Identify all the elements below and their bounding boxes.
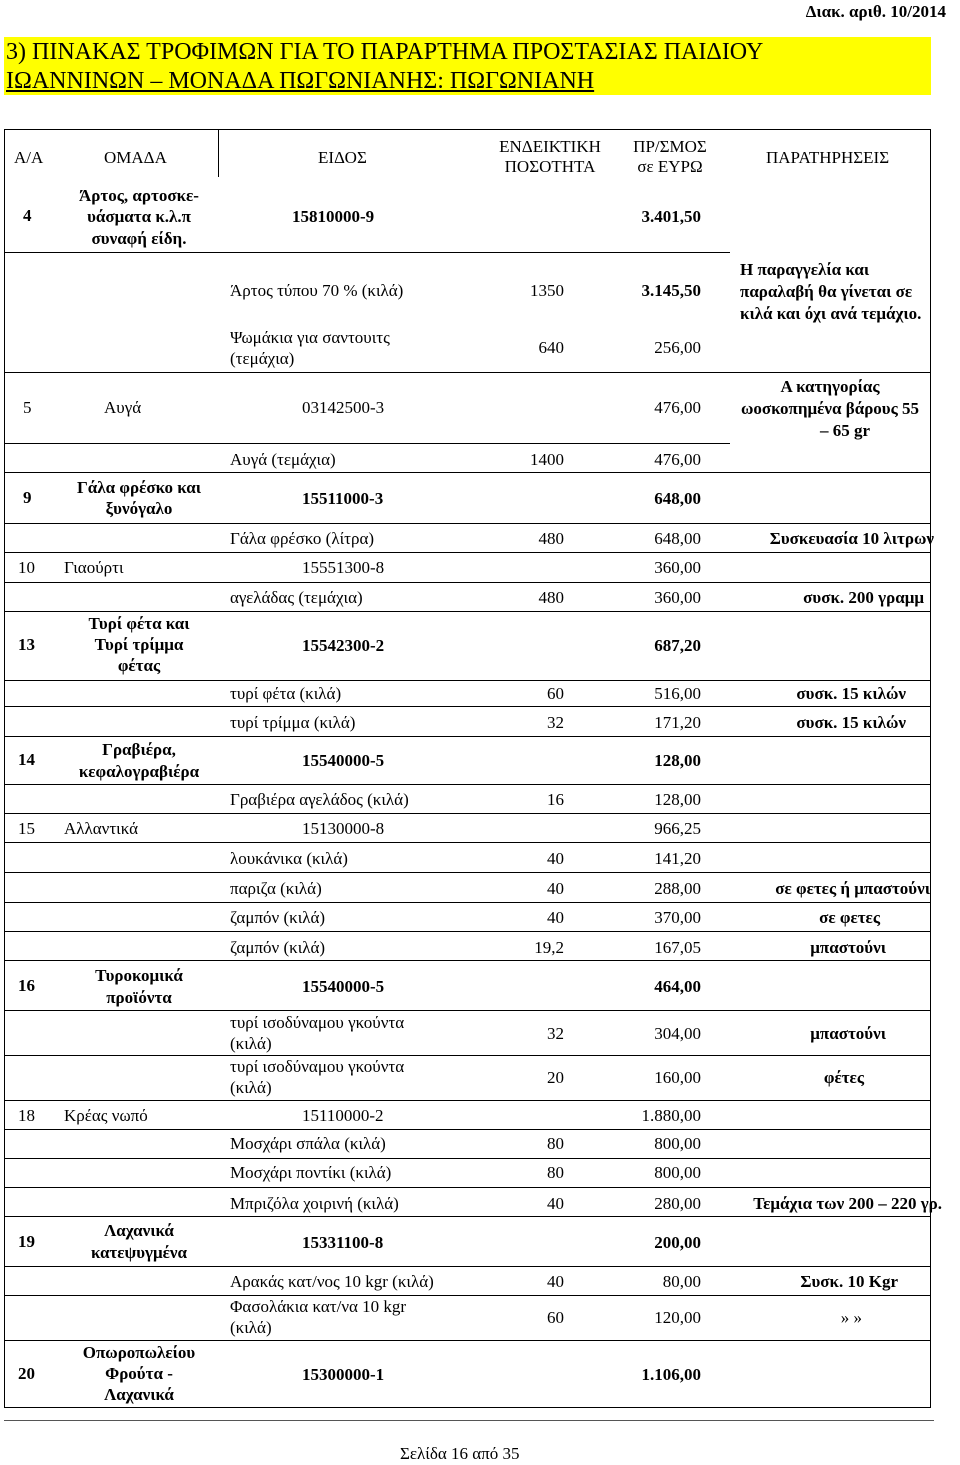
item-feta-note: συσκ. 15 κιλών	[796, 684, 906, 703]
table-bottom-border	[4, 1407, 931, 1408]
table-top-border	[4, 129, 931, 130]
item-bread-price: 3.145,50	[641, 281, 701, 300]
item-milk: Γάλα φρέσκο (λίτρα)	[230, 529, 375, 548]
item-zampon-1-note: σε φετες	[819, 908, 880, 927]
note-bread-line2: παραλαβή θα γίνεται σε	[740, 282, 913, 301]
item-toast-qty: 640	[538, 338, 564, 357]
item-pariza-note: σε φετες ή μπαστούνι	[775, 879, 930, 898]
group-15-code: 15130000-8	[302, 819, 385, 838]
group-16-name-line2: προϊόντα	[106, 988, 172, 1007]
item-brizola: Μπριζόλα χοιρινή (κιλά)	[230, 1194, 399, 1213]
item-pariza-price: 288,00	[654, 879, 701, 898]
item-fasolakia-price: 120,00	[654, 1308, 701, 1327]
document-reference: Διακ. αριθ. 10/2014	[805, 2, 946, 21]
group-14-name-line2: κεφαλογραβιέρα	[78, 762, 200, 781]
row-divider	[4, 960, 931, 961]
row-divider	[4, 1266, 931, 1267]
group-19-aa: 19	[18, 1232, 35, 1251]
group-16-aa: 16	[18, 976, 35, 995]
column-separator-header	[218, 129, 219, 177]
group-14-aa: 14	[18, 750, 35, 769]
item-graviera-qty: 16	[547, 790, 564, 809]
item-eggs: Αυγά (τεμάχια)	[230, 450, 336, 469]
page-number: Σελίδα 16 από 35	[400, 1444, 520, 1463]
item-fasolakia-line2: (κιλά)	[230, 1318, 272, 1337]
item-spala-qty: 80	[547, 1134, 564, 1153]
item-gouda-1-line2: (κιλά)	[230, 1034, 272, 1053]
group-19-total: 200,00	[654, 1233, 701, 1252]
group-9-aa: 9	[23, 488, 32, 507]
group-18-total: 1.880,00	[641, 1106, 701, 1125]
group-15-aa: 15	[18, 819, 35, 838]
group-20-aa: 20	[18, 1364, 35, 1383]
group-9-total: 648,00	[654, 489, 701, 508]
header-notes: ΠΑΡΑΤΗΡΗΣΕΙΣ	[766, 148, 890, 167]
header-aa: Α/Α	[14, 148, 44, 167]
group-18-aa: 18	[18, 1106, 35, 1125]
header-item: ΕΙΔΟΣ	[318, 148, 367, 167]
group-20-code: 15300000-1	[302, 1365, 385, 1384]
group-13-code: 15542300-2	[302, 636, 385, 655]
row-divider	[4, 706, 931, 707]
row-divider	[4, 552, 931, 553]
group-13-name-line2: Τυρί τρίμμα	[94, 635, 184, 654]
group-13-aa: 13	[18, 635, 35, 654]
group-9-name-line1: Γάλα φρέσκο και	[76, 478, 201, 497]
row-divider	[4, 1010, 931, 1011]
item-feta-qty: 60	[547, 684, 564, 703]
item-bread: Άρτος τύπου 70 % (κιλά)	[230, 281, 404, 300]
item-gouda-2-line1: τυρί ισοδύναμου γκούντα	[230, 1057, 405, 1076]
item-arakas: Αρακάς κατ/νος 10 kgr (κιλά)	[230, 1272, 434, 1291]
header-qty-line2: ΠΟΣΟΤΗΤΑ	[504, 157, 596, 176]
group-16-name-line1: Τυροκομικά	[95, 966, 183, 985]
row-divider	[4, 1216, 931, 1217]
row-divider	[4, 611, 931, 612]
header-qty-line1: ΕΝΔΕΙΚΤΙΚΗ	[499, 137, 601, 156]
row-divider	[4, 784, 931, 785]
row-divider	[4, 813, 931, 814]
item-zampon-2-price: 167,05	[654, 938, 701, 957]
footer-rule	[4, 1420, 934, 1421]
group-20-name-line2: Φρούτα -	[105, 1364, 173, 1383]
item-toast-line1: Ψωμάκια για σαντουιτς	[230, 328, 390, 347]
title-banner	[4, 37, 931, 95]
item-trimma-qty: 32	[547, 713, 564, 732]
item-spala: Μοσχάρι σπάλα (κιλά)	[230, 1134, 386, 1153]
item-trimma: τυρί τρίμμα (κιλά)	[230, 713, 356, 732]
item-spala-price: 800,00	[654, 1134, 701, 1153]
item-loukanika-price: 141,20	[654, 849, 701, 868]
item-toast-line2: (τεμάχια)	[230, 349, 295, 368]
item-toast-price: 256,00	[654, 338, 701, 357]
row-divider	[4, 680, 931, 681]
row-divider	[4, 443, 730, 444]
group-16-code: 15540000-5	[302, 977, 385, 996]
group-4-name-line2: υάσματα κ.λ.π	[87, 207, 191, 226]
item-gouda-2-price: 160,00	[654, 1068, 701, 1087]
row-divider	[4, 736, 931, 737]
item-zampon-1-qty: 40	[547, 908, 564, 927]
group-5-total: 476,00	[654, 398, 701, 417]
group-20-total: 1.106,00	[641, 1365, 701, 1384]
item-gouda-1-qty: 32	[547, 1024, 564, 1043]
item-zampon-1: ζαμπόν (κιλά)	[230, 908, 326, 927]
item-gouda-2-line2: (κιλά)	[230, 1078, 272, 1097]
item-pontiki-qty: 80	[547, 1163, 564, 1182]
group-15-name: Αλλαντικά	[64, 819, 139, 838]
row-divider	[4, 1187, 931, 1188]
group-19-code: 15331100-8	[302, 1233, 384, 1252]
group-14-total: 128,00	[654, 751, 701, 770]
row-divider	[4, 252, 730, 253]
group-10-aa: 10	[18, 558, 35, 577]
item-bread-qty: 1350	[530, 281, 564, 300]
item-milk-note: Συσκευασία 10 λιτρων	[769, 529, 934, 548]
row-divider	[4, 523, 931, 524]
group-5-aa: 5	[23, 398, 32, 417]
row-divider	[4, 1340, 931, 1341]
row-divider	[4, 1100, 931, 1101]
group-4-name-line3: συναφή είδη.	[91, 229, 187, 248]
note-bread-line1: Η παραγγελία και	[740, 260, 870, 279]
header-price-line2: σε ΕΥΡΩ	[637, 157, 703, 176]
item-gouda-2-note: φέτες	[823, 1068, 864, 1087]
group-13-name-line1: Τυρί φέτα και	[88, 614, 190, 633]
item-yogurt-note: συσκ. 200 γραμμ	[803, 588, 924, 607]
item-fasolakia-qty: 60	[547, 1308, 564, 1327]
item-graviera: Γραβιέρα αγελάδος (κιλά)	[230, 790, 409, 809]
header-group: ΟΜΑΔΑ	[104, 148, 167, 167]
item-gouda-1-price: 304,00	[654, 1024, 701, 1043]
group-5-name: Αυγά	[104, 398, 142, 417]
title-line-1: 3) ΠΙΝΑΚΑΣ ΤΡΟΦΙΜΩΝ ΓΙΑ ΤΟ ΠΑΡΑΡΤΗΜΑ ΠΡΟΣΤΑΣΙΑΣ ΠΑΙΔΙΟΥ	[6, 39, 764, 65]
item-loukanika: λουκάνικα (κιλά)	[230, 849, 348, 868]
group-20-name-line3: Λαχανικά	[104, 1385, 174, 1404]
item-graviera-price: 128,00	[654, 790, 701, 809]
item-arakas-price: 80,00	[662, 1272, 701, 1291]
row-divider	[4, 472, 931, 473]
item-yogurt-qty: 480	[538, 588, 564, 607]
group-9-name-line2: ξυνόγαλο	[105, 499, 173, 518]
item-pontiki-price: 800,00	[654, 1163, 701, 1182]
group-4-total: 3.401,50	[641, 207, 701, 226]
item-eggs-price: 476,00	[654, 450, 701, 469]
item-pariza-qty: 40	[547, 879, 564, 898]
item-eggs-qty: 1400	[530, 450, 564, 469]
title-line-2: ΙΩΑΝΝΙΝΩΝ – ΜΟΝΑΔΑ ΠΩΓΩΝΙΑΝΗΣ: ΠΩΓΩΝΙΑΝΗ	[6, 68, 595, 94]
group-4-aa: 4	[23, 206, 32, 225]
item-yogurt-price: 360,00	[654, 588, 701, 607]
item-gouda-2-qty: 20	[547, 1068, 564, 1087]
row-divider	[4, 872, 931, 873]
group-19-name-line1: Λαχανικά	[104, 1221, 174, 1240]
item-feta-price: 516,00	[654, 684, 701, 703]
item-brizola-price: 280,00	[654, 1194, 701, 1213]
group-16-total: 464,00	[654, 977, 701, 996]
group-13-name-line3: φέτας	[117, 656, 161, 675]
row-divider	[4, 842, 931, 843]
group-10-total: 360,00	[654, 558, 701, 577]
item-feta: τυρί φέτα (κιλά)	[230, 684, 342, 703]
group-10-name: Γιαούρτι	[64, 558, 124, 577]
row-divider	[4, 1295, 931, 1296]
group-14-code: 15540000-5	[302, 751, 385, 770]
note-bread-line3: κιλά και όχι ανά τεμάχιο.	[740, 304, 922, 323]
note-eggs-line3: – 65 gr	[819, 421, 871, 440]
item-arakas-qty: 40	[547, 1272, 564, 1291]
group-4-name-line1: Άρτος, αρτοσκε-	[79, 186, 199, 205]
item-pontiki: Μοσχάρι ποντίκι (κιλά)	[230, 1163, 392, 1182]
item-zampon-2-qty: 19,2	[534, 938, 564, 957]
group-18-name: Κρέας νωπό	[64, 1106, 148, 1125]
note-eggs-line1: Α κατηγορίας	[780, 377, 880, 396]
item-gouda-1-line1: τυρί ισοδύναμου γκούντα	[230, 1013, 405, 1032]
item-yogurt: αγελάδας (τεμάχια)	[230, 588, 363, 607]
item-fasolakia-note: » »	[840, 1308, 862, 1327]
row-divider	[4, 931, 931, 932]
group-10-code: 15551300-8	[302, 558, 385, 577]
item-zampon-1-price: 370,00	[654, 908, 701, 927]
group-20-name-line1: Οπωροπωλείου	[82, 1343, 196, 1362]
item-trimma-price: 171,20	[654, 713, 701, 732]
row-divider	[4, 1129, 931, 1130]
item-milk-price: 648,00	[654, 529, 701, 548]
row-divider	[4, 582, 931, 583]
group-18-code: 15110000-2	[302, 1106, 384, 1125]
item-zampon-2: ζαμπόν (κιλά)	[230, 938, 326, 957]
group-9-code: 15511000-3	[302, 489, 384, 508]
group-19-name-line2: κατεψυγμένα	[91, 1243, 187, 1262]
item-zampon-2-note: μπαστούνι	[810, 938, 886, 957]
item-loukanika-qty: 40	[547, 849, 564, 868]
group-14-name-line1: Γραβιέρα,	[102, 740, 176, 759]
header-price-line1: ΠΡ/ΣΜΟΣ	[633, 137, 707, 156]
item-brizola-qty: 40	[547, 1194, 564, 1213]
item-milk-qty: 480	[538, 529, 564, 548]
group-13-total: 687,20	[654, 636, 701, 655]
row-divider	[4, 1158, 931, 1159]
group-4-code: 15810000-9	[292, 207, 375, 226]
group-5-code: 03142500-3	[302, 398, 385, 417]
item-fasolakia-line1: Φασολάκια κατ/να 10 kgr	[230, 1297, 407, 1316]
row-divider	[4, 372, 931, 373]
item-gouda-1-note: μπαστούνι	[810, 1024, 886, 1043]
item-trimma-note: συσκ. 15 κιλών	[796, 713, 906, 732]
item-brizola-note: Τεμάχια των 200 – 220 γρ.	[753, 1194, 942, 1213]
item-pariza: παριζα (κιλά)	[230, 879, 322, 898]
row-divider	[4, 1055, 931, 1056]
group-15-total: 966,25	[654, 819, 701, 838]
item-arakas-note: Συσκ. 10 Kgr	[800, 1272, 898, 1291]
row-divider	[4, 902, 931, 903]
note-eggs-line2: ωοσκοπημένα βάρους 55	[740, 399, 920, 418]
